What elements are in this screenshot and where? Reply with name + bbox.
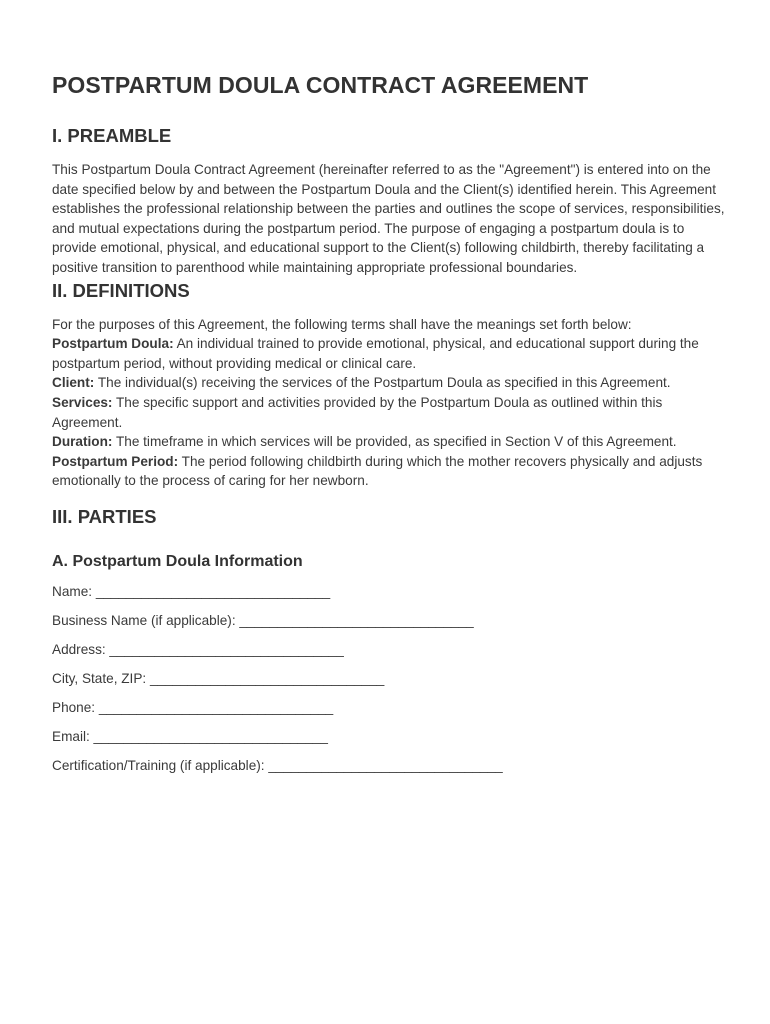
definitions-section (52, 278, 732, 491)
definition-text: An individual trained to provide emotional, physical, and educational support during the postpartum period, without providing medical or clinical care. (52, 336, 699, 371)
definition-item (52, 393, 732, 432)
doula-email-field[interactable]: Email: _______________________________ (52, 729, 328, 745)
preamble-paragraph: This Postpartum Doula Contract Agreement (hereinafter referred to as the "Agreement") is entered into on the date specified below by and between the Postpartum Doula and the Client(s) identified herein. This Agreement establishes the professional relationship between the parties and outlines the scope of services, responsibilities, and mutual expectations during the postpartum period. The purpose of engaging a postpartum doula is to provide emotional, physical, and educational support to the Client(s) following childbirth, thereby facilitating a positive transition to parenthood while maintaining appropriate professional boundaries. (52, 162, 725, 275)
definition-item (52, 334, 732, 373)
doula-business-name-field[interactable]: Business Name (if applicable): _______________________________ (52, 613, 474, 628)
definition-item (52, 432, 732, 452)
definition-text: The specific support and activities provided by the Postpartum Doula as outlined within this Agreement. (52, 394, 663, 430)
definition-term: Client: (52, 375, 95, 391)
definition-item (52, 373, 732, 393)
definition-term: Postpartum Period: (52, 453, 179, 469)
definitions-intro: For the purposes of this Agreement, the following terms shall have the meanings set forth below: (52, 316, 632, 332)
document-title: POSTPARTUM DOULA CONTRACT AGREEMENT (52, 72, 589, 98)
definitions-heading: II. DEFINITIONS (52, 279, 190, 301)
doula-city-state-zip-field[interactable]: City, State, ZIP: _______________________________ (52, 671, 385, 687)
definition-item (52, 452, 732, 491)
preamble-section (52, 123, 732, 278)
definition-text: The individual(s) receiving the services of the Postpartum Doula as specified in this Agreement. (94, 375, 671, 391)
parties-heading: III. PARTIES (52, 505, 157, 527)
definition-text: The period following childbirth during which the mother recovers physically and adjusts emotionally to the process of caring for her newborn. (52, 453, 703, 489)
parties-section (52, 504, 732, 776)
doula-certification-field[interactable]: Certification/Training (if applicable): _______________________________ (52, 758, 503, 774)
definition-term: Services: (52, 394, 113, 410)
preamble-heading: I. PREAMBLE (52, 125, 172, 146)
definition-text: The timeframe in which services will be provided, as specified in Section V of this Agreement. (112, 434, 677, 450)
doula-info-heading: A. Postpartum Doula Information (52, 552, 303, 570)
document-page (52, 68, 732, 786)
doula-name-field[interactable]: Name: _______________________________ (52, 583, 331, 599)
definition-term: Duration: (52, 434, 113, 450)
definition-term: Postpartum Doula: (52, 336, 174, 352)
doula-phone-field[interactable]: Phone: _______________________________ (52, 700, 334, 716)
doula-address-field[interactable]: Address: _______________________________ (52, 642, 344, 658)
